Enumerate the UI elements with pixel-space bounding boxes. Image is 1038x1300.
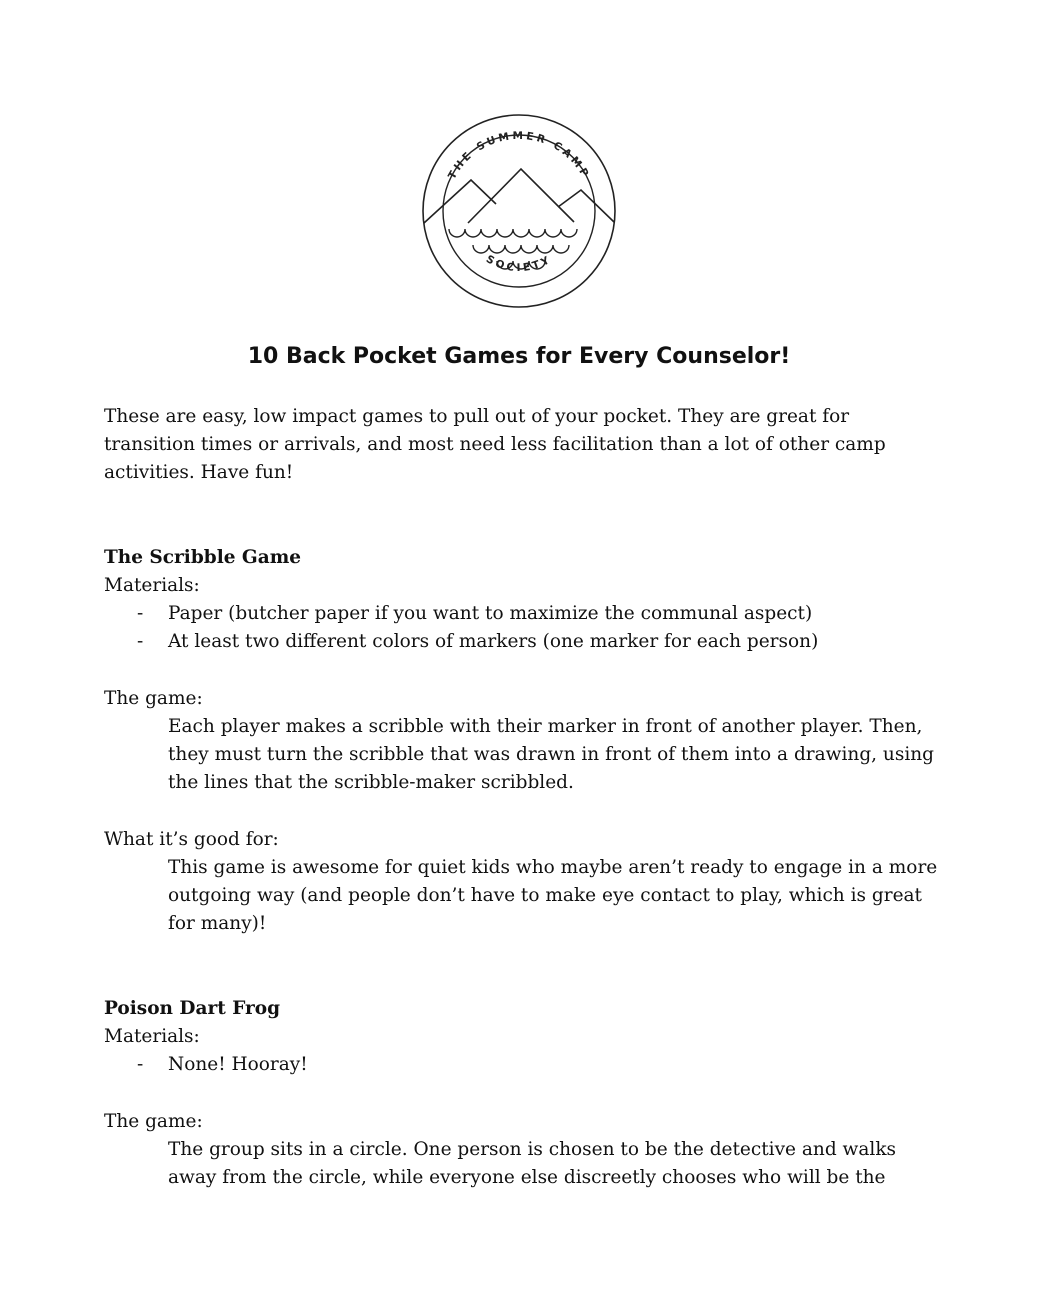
logo-top-text: THE SUMMER CAMP: [446, 129, 592, 182]
document-body: [104, 403, 944, 1220]
list-item: - None! Hooray!: [104, 1051, 944, 1079]
summer-camp-society-logo: [419, 111, 619, 311]
document-title: 10 Back Pocket Games for Every Counselor!: [247, 344, 791, 369]
good-for-label: What it’s good for:: [104, 828, 279, 850]
materials-label: Materials:: [104, 574, 200, 596]
game-title: The Scribble Game: [104, 546, 302, 568]
intro-paragraph: These are easy, low impact games to pull out of your pocket. They are great for transition times or arrivals, and most need less facilitation than a lot of other camp activities. Have fun!: [104, 406, 886, 484]
mountain-lake-logo-icon: [419, 111, 619, 311]
game-title: Poison Dart Frog: [104, 997, 281, 1019]
game-label: The game:: [104, 687, 203, 709]
game-description: Each player makes a scribble with their marker in front of another player. Then, they must turn the scribble that was drawn in front of them into a drawing, using the lines that the scribble-maker scribbled.: [168, 715, 935, 794]
materials-label: Materials:: [104, 1026, 200, 1048]
game-description: The group sits in a circle. One person is chosen to be the detective and walks away from the circle, while everyone else discreetly chooses who will be the: [168, 1138, 897, 1189]
good-for-description: This game is awesome for quiet kids who maybe aren’t ready to engage in a more outgoing way (and people don’t have to make eye contact to play, which is great for many)!: [168, 856, 938, 935]
game-section-poison-dart-frog: [104, 995, 944, 1192]
list-item: - Paper (butcher paper if you want to maximize the communal aspect): [104, 600, 944, 628]
materials-list: [104, 1051, 944, 1079]
materials-list: [104, 600, 944, 656]
game-section-scribble: [104, 544, 944, 939]
list-item: - At least two different colors of markers (one marker for each person): [104, 628, 944, 656]
game-label: The game:: [104, 1110, 203, 1132]
logo-bottom-text: SOCIETY: [483, 253, 555, 275]
